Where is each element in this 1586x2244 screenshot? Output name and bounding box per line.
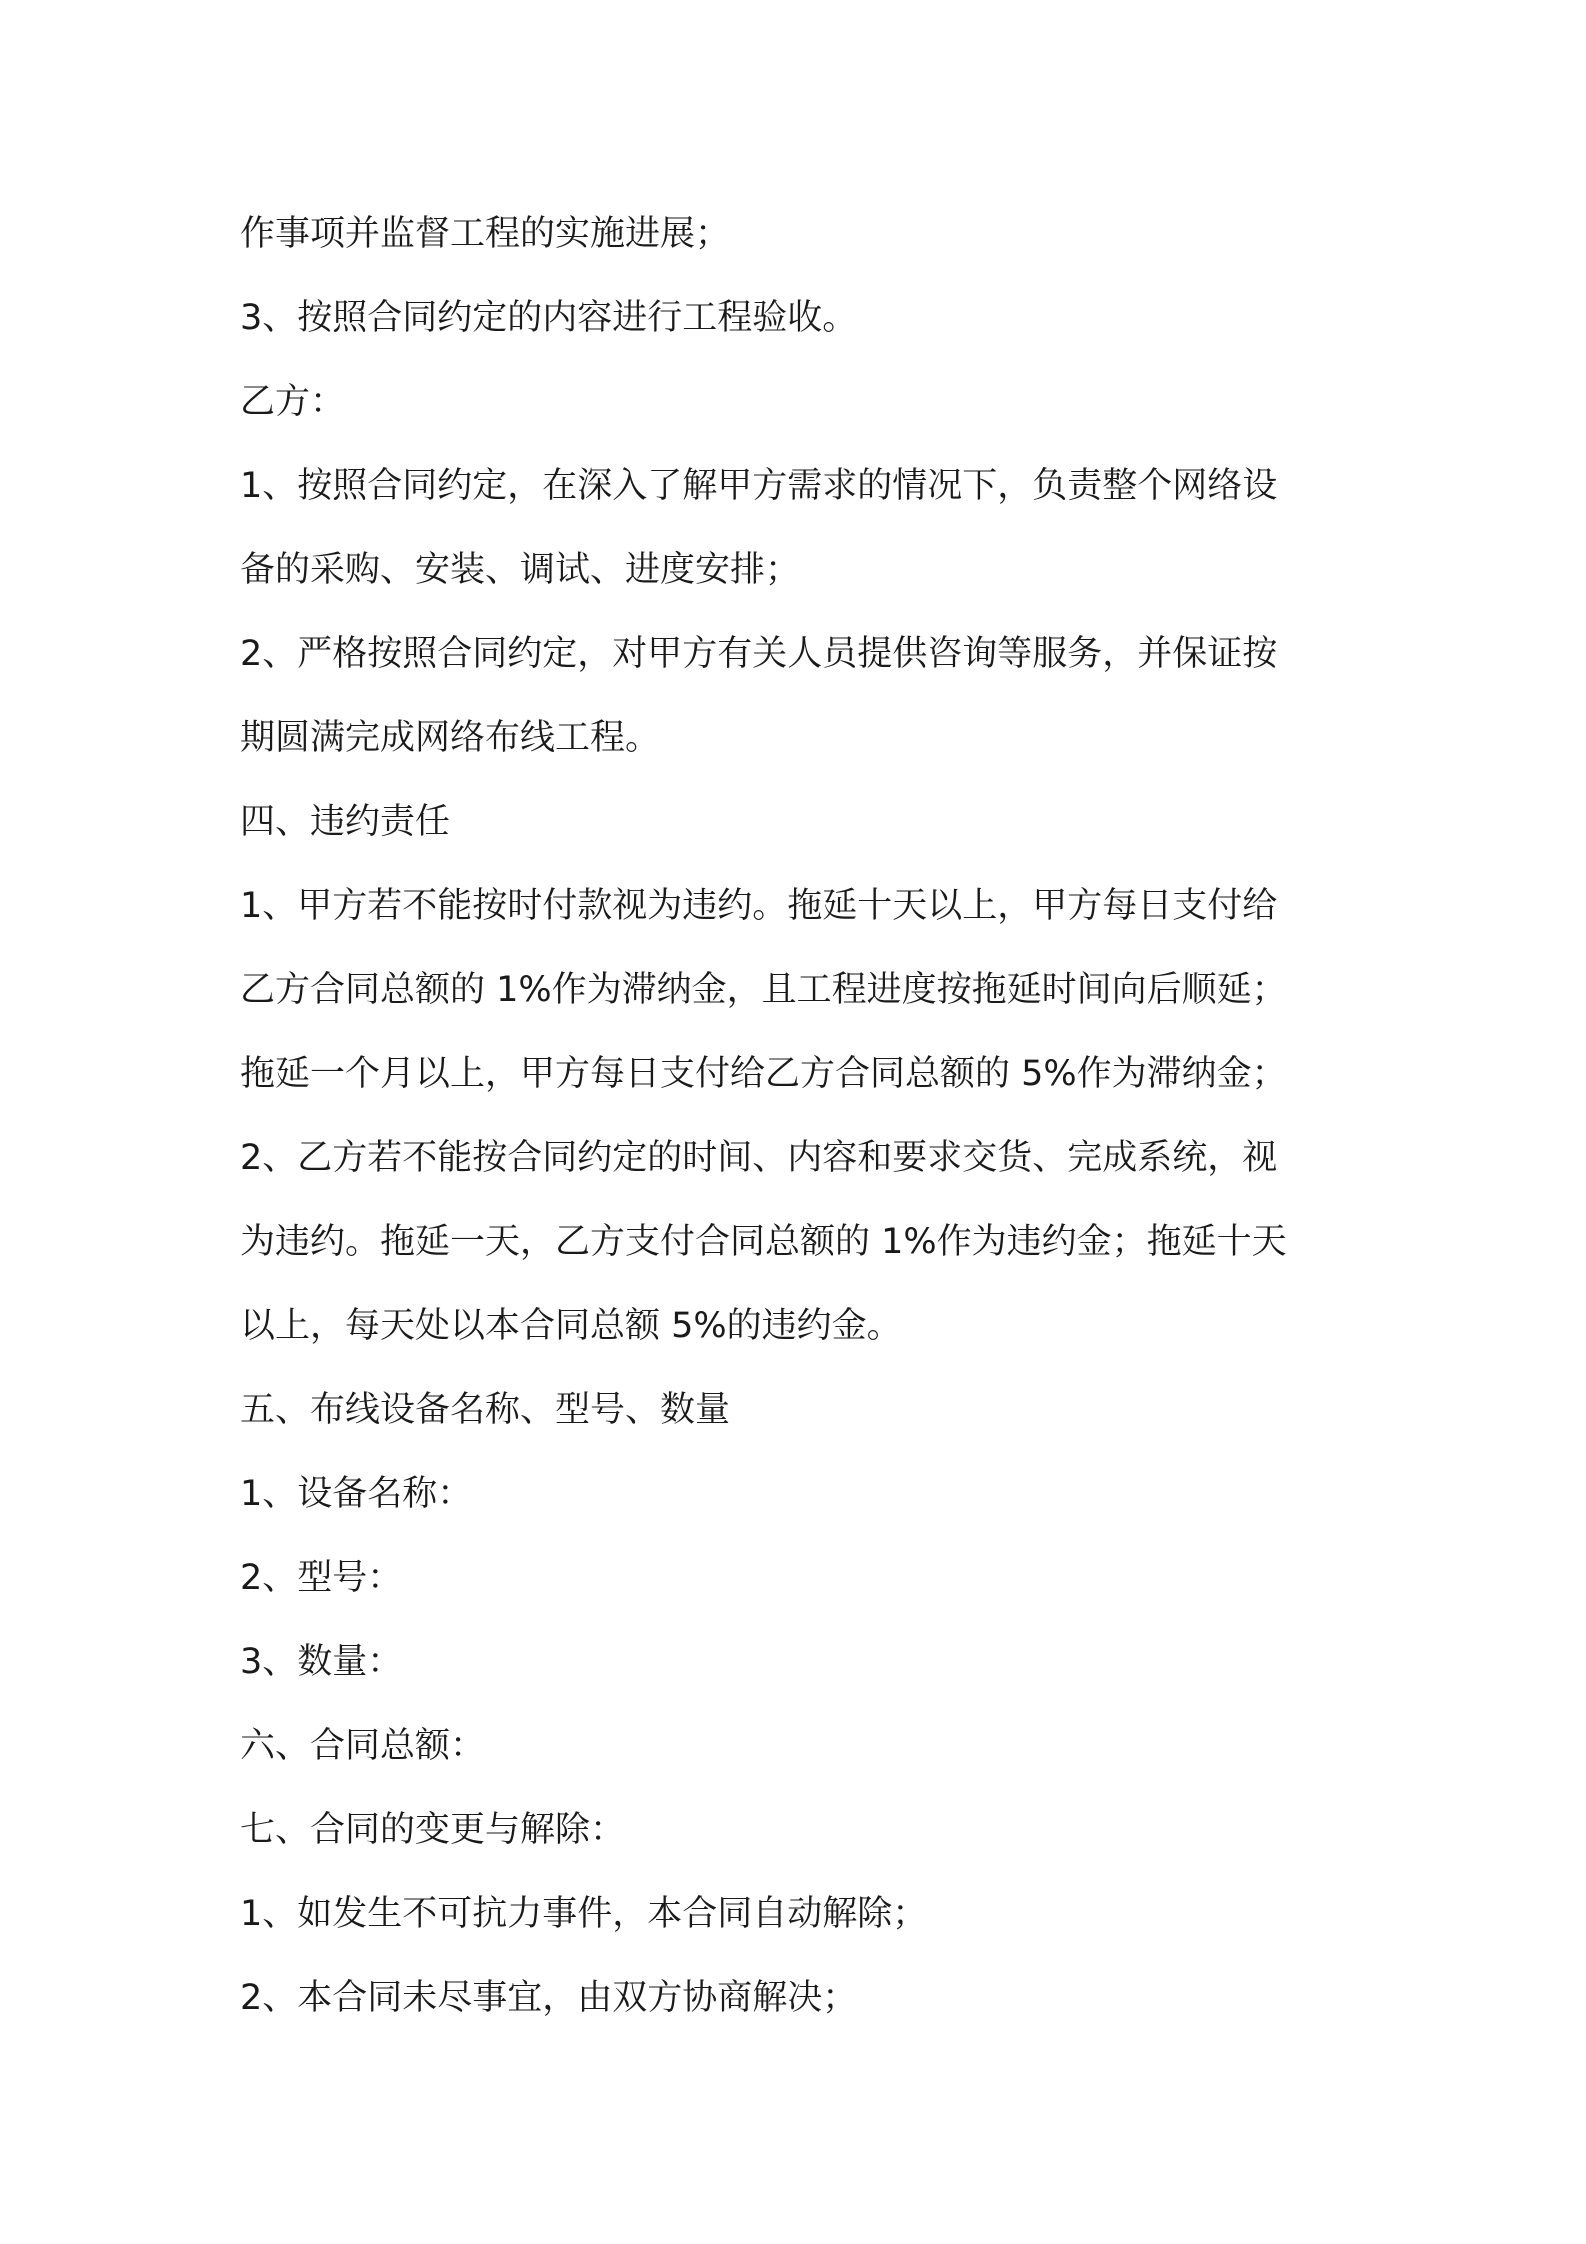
text-line: 拖延一个月以上，甲方每日支付给乙方合同总额的 5%作为滞纳金； [240,1054,1287,1094]
text-line: 2、严格按照合同约定，对甲方有关人员提供咨询等服务，并保证按 [240,634,1278,674]
text-line: 备的采购、安装、调试、进度安排； [240,550,801,590]
text-line: 1、甲方若不能按时付款视为违约。拖延十天以上，甲方每日支付给 [240,886,1278,926]
section-heading-breach-liability: 四、违约责任 [240,802,451,842]
text-line: 作事项并监督工程的实施进展； [240,214,731,254]
section-heading-equipment: 五、布线设备名称、型号、数量 [240,1390,731,1430]
text-line: 3、按照合同约定的内容进行工程验收。 [240,298,858,338]
text-line: 以上，每天处以本合同总额 5%的违约金。 [240,1306,902,1346]
text-line: 2、本合同未尽事宜，由双方协商解决； [240,1978,858,2018]
document-body [240,192,1360,2040]
text-line: 1、按照合同约定，在深入了解甲方需求的情况下，负责整个网络设 [240,466,1278,506]
section-label-party-b: 乙方： [240,382,346,422]
text-line: 为违约。拖延一天，乙方支付合同总额的 1%作为违约金；拖延十天 [240,1222,1287,1262]
text-line: 乙方合同总额的 1%作为滞纳金，且工程进度按拖延时间向后顺延； [240,970,1287,1010]
text-line: 2、型号： [240,1558,403,1598]
text-line: 1、如发生不可抗力事件，本合同自动解除； [240,1894,928,1934]
text-line: 1、设备名称： [240,1474,473,1514]
text-line: 2、乙方若不能按合同约定的时间、内容和要求交货、完成系统，视 [240,1138,1278,1178]
section-heading-contract-total: 六、合同总额： [240,1726,486,1766]
text-line: 期圆满完成网络布线工程。 [240,718,661,758]
text-line: 3、数量： [240,1642,403,1682]
section-heading-change-termination: 七、合同的变更与解除： [240,1810,626,1850]
